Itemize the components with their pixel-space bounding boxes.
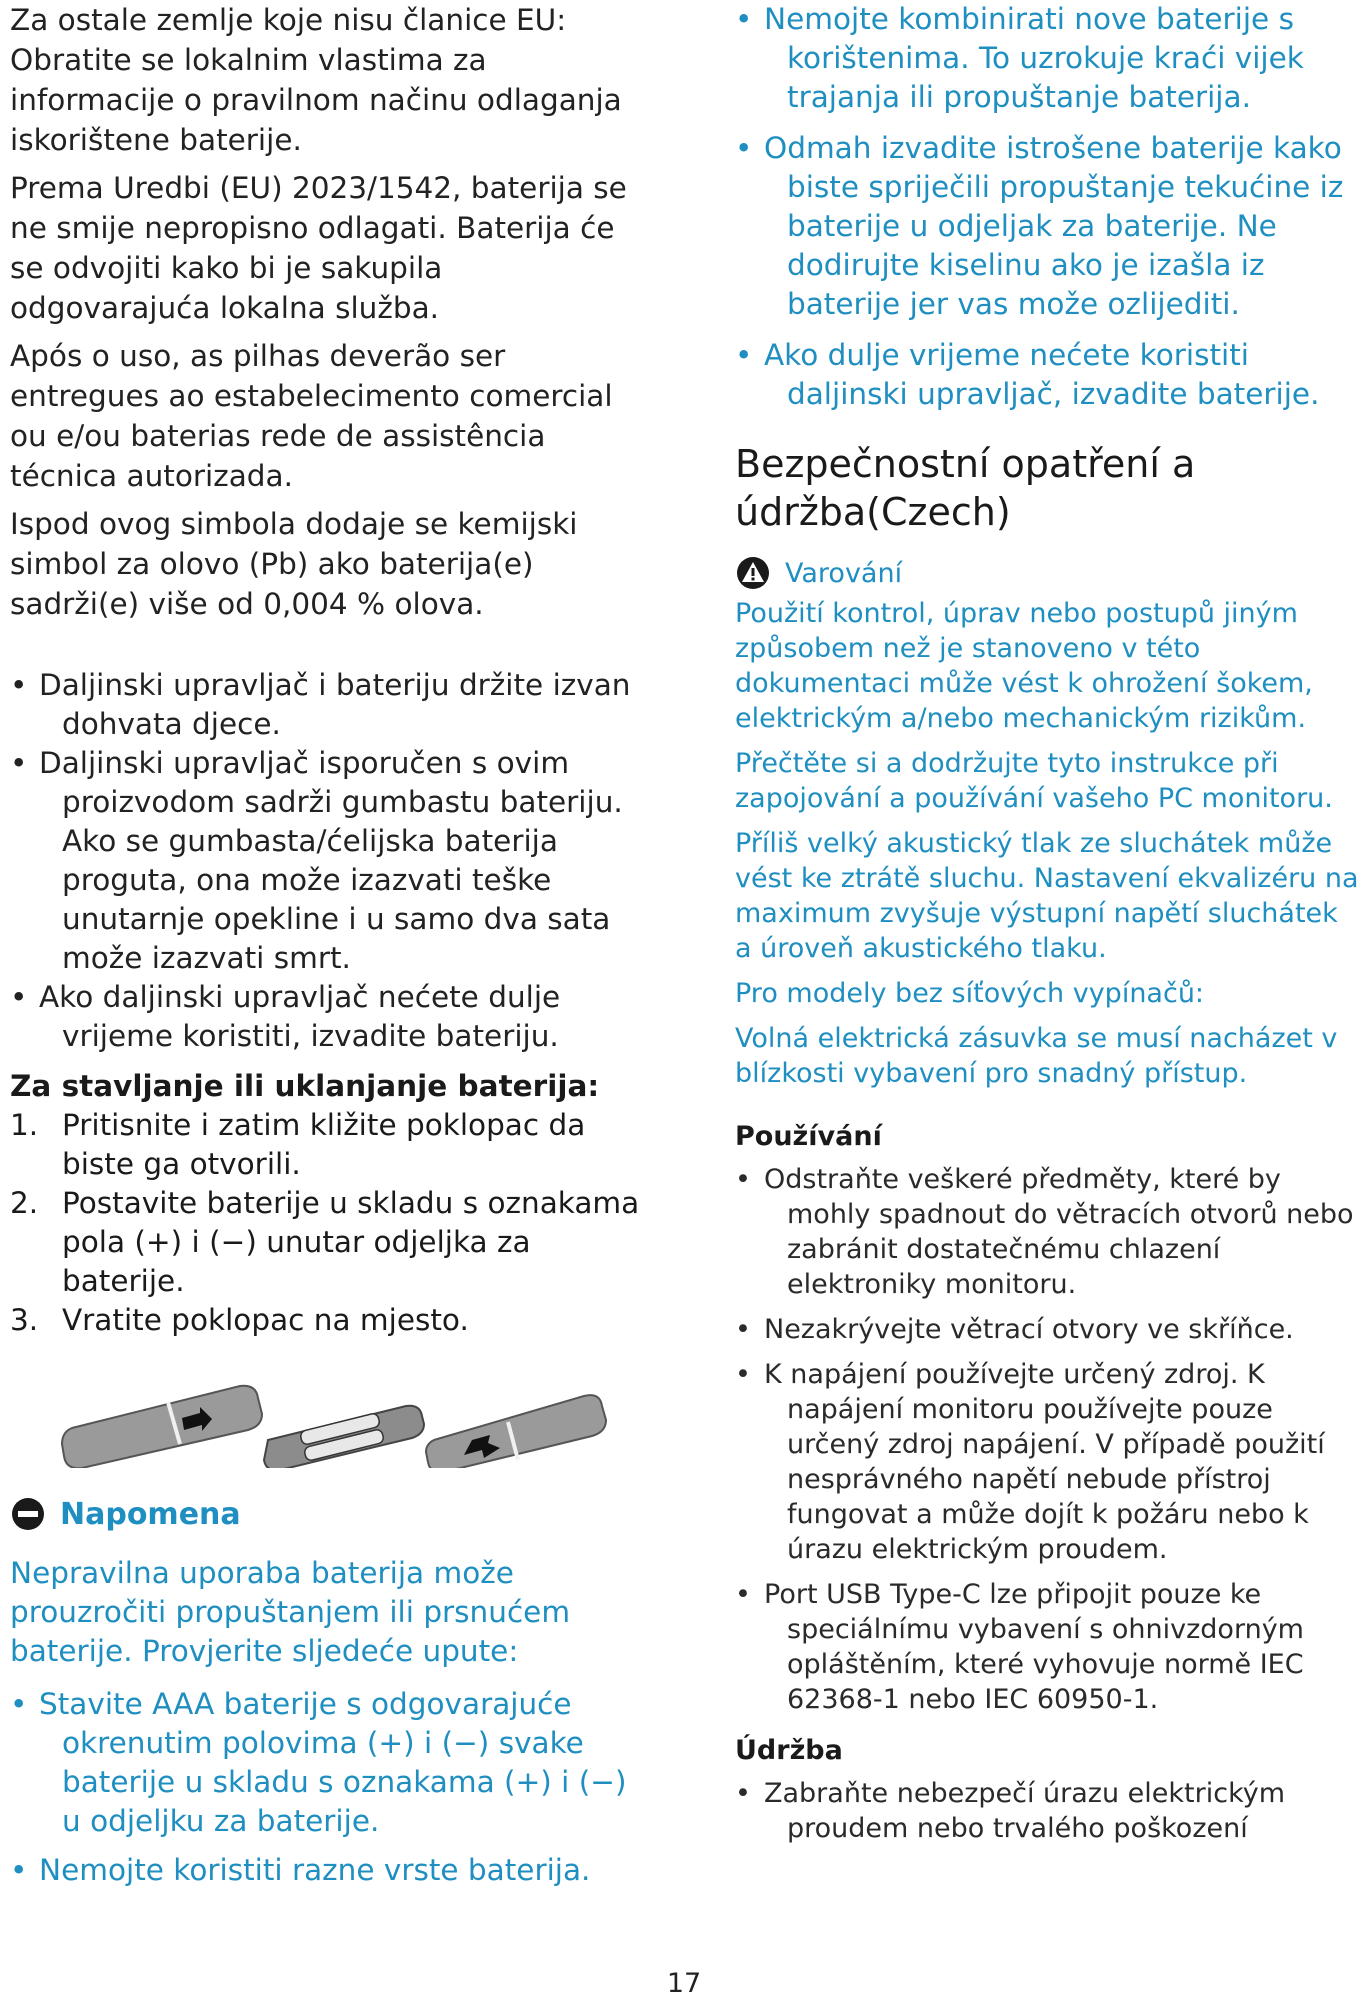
list-item: • Zabraňte nebezpečí úrazu elektrickým proudem nebo trvalého poškození	[735, 1776, 1360, 1846]
paragraph: Prema Uredbi (EU) 2023/1542, baterija se ne smije nepropisno odlagati. Baterija će se odvojiti kako bi je sakupila odgovarajuća lokalna služba.	[10, 171, 627, 325]
list-item: • Daljinski upravljač isporučen s ovim proizvodom sadrži gumbastu bateriju. Ako se gumbasta/ćelijska baterija proguta, ona može izazvati teške unutarnje opekline i u samo dva sata može izazvati smrt.	[10, 744, 650, 978]
maintenance-bullet-list	[735, 1776, 1360, 1846]
list-item: • Odmah izvadite istrošene baterije kako biste spriječili propuštanje tekućine iz baterije u odjeljak za baterije. Ne dodirujte kiselinu ako je izašla iz baterije jer vas može ozlijediti.	[735, 129, 1360, 324]
warning-title: Varování	[785, 557, 903, 589]
usage-bullet-list	[735, 1162, 1360, 1717]
note-header	[10, 1496, 650, 1532]
paragraph: Após o uso, as pilhas deverão ser entregues ao estabelecimento comercial ou e/ou baterias rede de assistência técnica autorizada.	[10, 339, 613, 493]
step-number: 2.	[10, 1186, 39, 1220]
list-item: • Ako daljinski upravljač nećete dulje vrijeme koristiti, izvadite bateriju.	[10, 978, 650, 1056]
warning-icon	[735, 556, 771, 590]
list-item: • Port USB Type-C lze připojit pouze ke speciálnímu vybavení s ohnivzdorným opláštěním, které vyhovuje normě IEC 62368-1 nebo IEC 60950-1.	[735, 1577, 1360, 1717]
right-column	[735, 0, 1360, 1856]
steps-heading: Za stavljanje ili uklanjanje baterija:	[10, 1069, 600, 1103]
step-number: 3.	[10, 1303, 39, 1337]
page-number: 17	[666, 1968, 702, 1999]
warning-header	[735, 556, 1360, 590]
list-item: • Nemojte kombinirati nove baterije s korištenima. To uzrokuje kraći vijek trajanja ili propuštanje baterija.	[735, 0, 1360, 117]
note-title: Napomena	[60, 1496, 241, 1532]
left-column	[10, 0, 650, 1900]
warning-paragraph: Volná elektrická zásuvka se musí nacházet v blízkosti vybavení pro snadný přístup.	[735, 1023, 1338, 1089]
warning-paragraph: Pro modely bez síťových vypínačů:	[735, 978, 1205, 1009]
step-text: Postavite baterije u skladu s oznakama pola (+) i (−) unutar odjeljka za baterije.	[62, 1186, 640, 1298]
battery-bullet-list	[735, 0, 1360, 414]
remote-cover-close-image	[426, 1395, 606, 1468]
step-number: 1.	[10, 1108, 39, 1142]
step-item	[10, 1301, 650, 1340]
paragraph: Ispod ovog simbola dodaje se kemijski simbol za olovo (Pb) ako baterija(e) sadrži(e) više od 0,004 % olova.	[10, 507, 578, 621]
usage-heading: Používání	[735, 1121, 882, 1152]
step-text: Vratite poklopac na mjesto.	[62, 1303, 469, 1337]
remote-battery-illustration	[10, 1358, 610, 1468]
remote-batteries-image	[264, 1406, 424, 1468]
list-item: • Nemojte koristiti razne vrste baterija.	[10, 1851, 650, 1890]
list-item: • K napájení používejte určený zdroj. K napájení monitoru používejte pouze určený zdroj napájení. V případě použití nesprávného napětí nebude přístroj fungovat a může dojít k požáru nebo k úrazu elektrickým proudem.	[735, 1357, 1360, 1567]
safety-bullet-list	[10, 666, 650, 1056]
section-title: Bezpečnostní opatření a údržba(Czech)	[735, 442, 1196, 534]
list-item: • Odstraňte veškeré předměty, které by mohly spadnout do větracích otvorů nebo zabránit dostatečnému chlazení elektroniky monitoru.	[735, 1162, 1360, 1302]
note-icon	[10, 1496, 46, 1532]
warning-paragraph: Přečtěte si a dodržujte tyto instrukce při zapojování a používání vašeho PC monitoru.	[735, 748, 1333, 814]
list-item: • Ako dulje vrijeme nećete koristiti daljinski upravljač, izvadite baterije.	[735, 336, 1360, 414]
note-text: Nepravilna uporaba baterija može prouzročiti propuštanjem ili prsnućem baterije. Provjerite sljedeće upute:	[10, 1556, 571, 1668]
steps-list	[10, 1106, 650, 1340]
warning-paragraph: Použití kontrol, úprav nebo postupů jiným způsobem než je stanoveno v této dokumentaci může vést k ohrožení šokem, elektrickým a/nebo mechanickým rizikům.	[735, 598, 1313, 734]
maintenance-heading: Údržba	[735, 1735, 843, 1766]
step-text: Pritisnite i zatim kližite poklopac da biste ga otvorili.	[62, 1108, 586, 1181]
paragraph: Za ostale zemlje koje nisu članice EU: Obratite se lokalnim vlastima za informacije o pravilnom načinu odlaganja iskorištene baterije.	[10, 3, 622, 157]
list-item: • Nezakrývejte větrací otvory ve skříňce.	[735, 1312, 1360, 1347]
step-item	[10, 1106, 650, 1184]
step-item	[10, 1184, 650, 1301]
note-bullet-list	[10, 1685, 650, 1890]
remote-cover-open-image	[62, 1386, 262, 1468]
warning-paragraph: Příliš velký akustický tlak ze sluchátek může vést ke ztrátě sluchu. Nastavení ekvalizéru na maximum zvyšuje výstupní napětí sluchátek a úroveň akustického tlaku.	[735, 828, 1359, 964]
list-item: • Stavite AAA baterije s odgovarajuće okrenutim polovima (+) i (−) svake baterije u skladu s oznakama (+) i (−) u odjeljku za baterije.	[10, 1685, 650, 1841]
list-item: • Daljinski upravljač i bateriju držite izvan dohvata djece.	[10, 666, 650, 744]
